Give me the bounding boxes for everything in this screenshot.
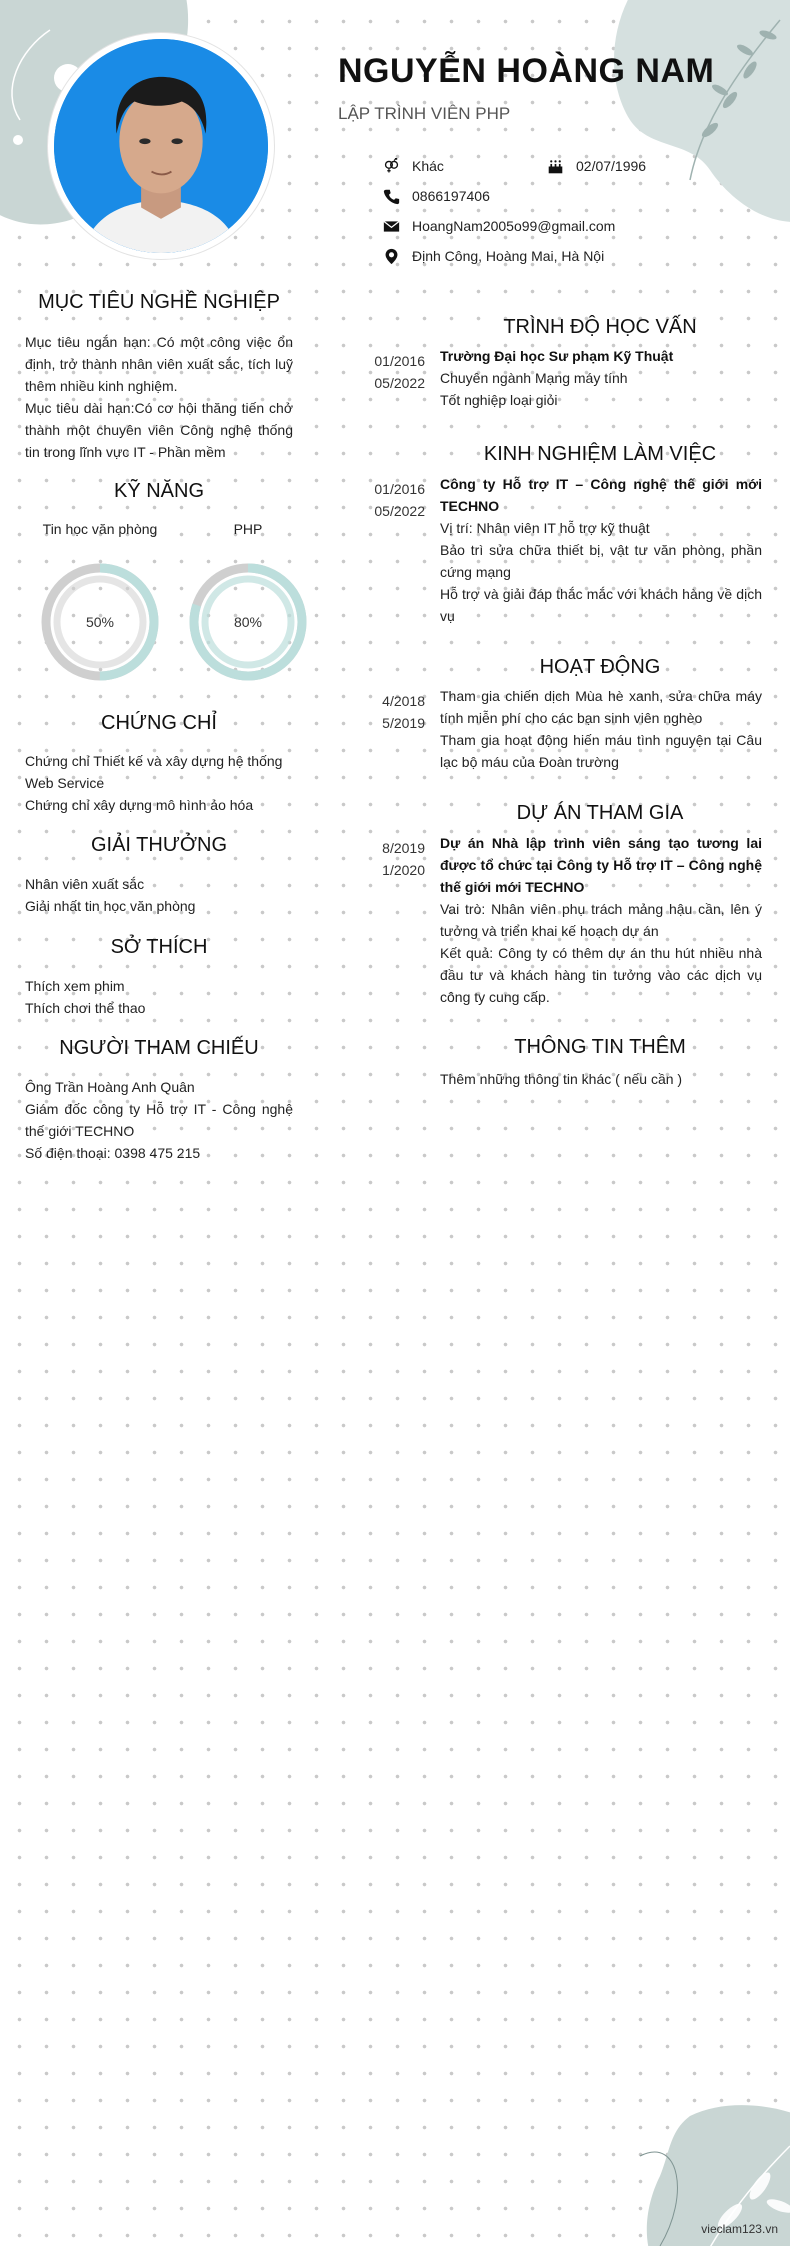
projects-body bbox=[440, 832, 762, 1008]
contact-phone bbox=[380, 187, 490, 205]
more-info-text: Thêm những thông tin khác ( nếu cần ) bbox=[440, 1071, 683, 1087]
award-item: Giải nhất tin học văn phòng bbox=[25, 898, 196, 914]
certificates-heading: CHỨNG CHỈ bbox=[101, 712, 217, 734]
footer-site[interactable]: vieclam123.vn bbox=[701, 2222, 778, 2236]
activity-line: Tham gia hoạt động hiến máu tình nguyện tại Câu lạc bộ máu của Đoàn trường bbox=[440, 732, 762, 770]
contact-gender bbox=[380, 157, 444, 175]
decor-blob-top-right bbox=[580, 0, 790, 230]
activities-end: 5/2019 bbox=[382, 715, 425, 731]
cake-icon bbox=[544, 157, 566, 175]
location-icon bbox=[380, 247, 402, 265]
contact-address bbox=[380, 247, 604, 265]
more-info-heading: THÔNG TIN THÊM bbox=[514, 1036, 686, 1058]
experience-company: Công ty Hỗ trợ IT – Công nghệ thế giới mới TECHNO bbox=[440, 476, 762, 514]
education-grade: Tốt nghiệp loại giỏi bbox=[440, 392, 558, 408]
reference-phone: Số điện thoại: 0398 475 215 bbox=[25, 1145, 201, 1161]
job-title: LẬP TRÌNH VIÊN PHP bbox=[338, 104, 511, 123]
hobby-item: Thích chơi thể thao bbox=[25, 1000, 146, 1016]
objective-long: Mục tiêu dài hạn:Có cơ hội thăng tiến chở thành một chuyên viên Công nghệ thống tin trong lĩnh vực IT - Phần mềm bbox=[25, 400, 293, 460]
references-heading: NGƯỜI THAM CHIẾU bbox=[59, 1037, 259, 1059]
certificates-list bbox=[25, 750, 293, 816]
project-line: Vai trò: Nhân viên phụ trách mảng hậu cần, lên ý tưởng và triển khai kế hoạch dự án bbox=[440, 901, 762, 939]
education-heading: TRÌNH ĐỘ HỌC VẤN bbox=[503, 316, 697, 338]
experience-dates bbox=[345, 478, 425, 522]
reference-position: Giám đốc công ty Hỗ trợ IT - Công nghệ thế giới TECHNO bbox=[25, 1101, 293, 1139]
gender-icon bbox=[380, 157, 402, 175]
hobby-item: Thích xem phim bbox=[25, 978, 125, 994]
activities-body bbox=[440, 685, 762, 773]
gender-text: Khác bbox=[412, 158, 444, 174]
objective-text bbox=[25, 331, 293, 463]
activity-line: Tham gia chiến dịch Mùa hè xanh, sửa chữa máy tính miễn phí cho các bạn sinh viên nghèo bbox=[440, 688, 762, 726]
experience-line: Vị trí: Nhân viên IT hỗ trợ kỹ thuật bbox=[440, 520, 650, 536]
activities-dates bbox=[345, 690, 425, 734]
experience-line: Hỗ trợ và giải đáp thắc mắc với khách hàng về dịch vụ bbox=[440, 586, 762, 624]
phone-icon bbox=[380, 187, 402, 205]
education-dates bbox=[345, 350, 425, 394]
education-major: Chuyên ngành Mạng máy tính bbox=[440, 370, 628, 386]
certificate-item: Chứng chỉ xây dựng mô hình ảo hóa bbox=[25, 797, 254, 813]
experience-end: 05/2022 bbox=[374, 503, 425, 519]
projects-end: 1/2020 bbox=[382, 862, 425, 878]
skill-label-php: PHP bbox=[233, 521, 263, 537]
hobbies-list bbox=[25, 975, 293, 1019]
certificate-item: Chứng chỉ Thiết kế và xây dựng hệ thống Web Service bbox=[25, 753, 283, 791]
awards-list bbox=[25, 873, 293, 917]
projects-dates bbox=[345, 837, 425, 881]
hobbies-heading: SỞ THÍCH bbox=[110, 936, 208, 958]
contact-birthday bbox=[544, 157, 646, 175]
mail-icon bbox=[380, 217, 402, 235]
project-title: Dự án Nhà lập trình viên sáng tạo tương lai được tổ chức tại Công ty Hỗ trợ IT – Công nghệ thế giới mới TECHNO bbox=[440, 835, 762, 895]
email-text[interactable]: HoangNam2005o99@gmail.com bbox=[412, 218, 616, 234]
skills-heading: KỸ NĂNG bbox=[113, 480, 205, 502]
education-start: 01/2016 bbox=[374, 353, 425, 369]
phone-text[interactable]: 0866197406 bbox=[412, 188, 490, 204]
activities-start: 4/2018 bbox=[382, 693, 425, 709]
project-line: Kết quả: Công ty có thêm dự án thu hút nhiều nhà đầu tư và khách hàng tin tưởng vào các dịch vụ công ty cung cấp. bbox=[440, 945, 762, 1005]
profile-photo bbox=[48, 33, 274, 259]
experience-line: Bảo trì sửa chữa thiết bị, vật tư văn phòng, phần cứng mạng bbox=[440, 542, 762, 580]
projects-heading: DỰ ÁN THAM GIA bbox=[516, 802, 684, 824]
skill-value-office: 50% bbox=[85, 614, 115, 630]
experience-heading: KINH NGHIỆM LÀM VIỆC bbox=[483, 443, 717, 465]
education-body bbox=[440, 345, 762, 411]
education-school: Trường Đại học Sư phạm Kỹ Thuật bbox=[440, 348, 674, 364]
activities-heading: HOẠT ĐỘNG bbox=[539, 656, 661, 678]
objective-short: Mục tiêu ngắn hạn: Có một công việc ổn định, trở thành nhân viên xuất sắc, tích luỹ thêm nhiều kinh nghiệm. bbox=[25, 334, 293, 394]
candidate-name: NGUYỄN HOÀNG NAM bbox=[338, 52, 715, 90]
address-text: Định Công, Hoàng Mai, Hà Nội bbox=[412, 248, 605, 264]
contact-email bbox=[380, 217, 615, 235]
skill-gauge-php bbox=[187, 561, 309, 683]
birthday-text: 02/07/1996 bbox=[576, 158, 647, 174]
skill-value-php: 80% bbox=[233, 614, 263, 630]
education-end: 05/2022 bbox=[374, 375, 425, 391]
experience-start: 01/2016 bbox=[374, 481, 425, 497]
skill-gauge-office bbox=[39, 561, 161, 683]
awards-heading: GIẢI THƯỞNG bbox=[90, 834, 228, 856]
projects-start: 8/2019 bbox=[382, 840, 425, 856]
experience-body bbox=[440, 473, 762, 627]
objective-heading: MỤC TIÊU NGHỀ NGHIỆP bbox=[38, 291, 280, 313]
reference-name: Ông Trần Hoàng Anh Quân bbox=[25, 1079, 195, 1095]
skill-label-office: Tin học văn phòng bbox=[42, 521, 158, 537]
award-item: Nhân viên xuất sắc bbox=[25, 876, 145, 892]
references-list bbox=[25, 1076, 293, 1164]
